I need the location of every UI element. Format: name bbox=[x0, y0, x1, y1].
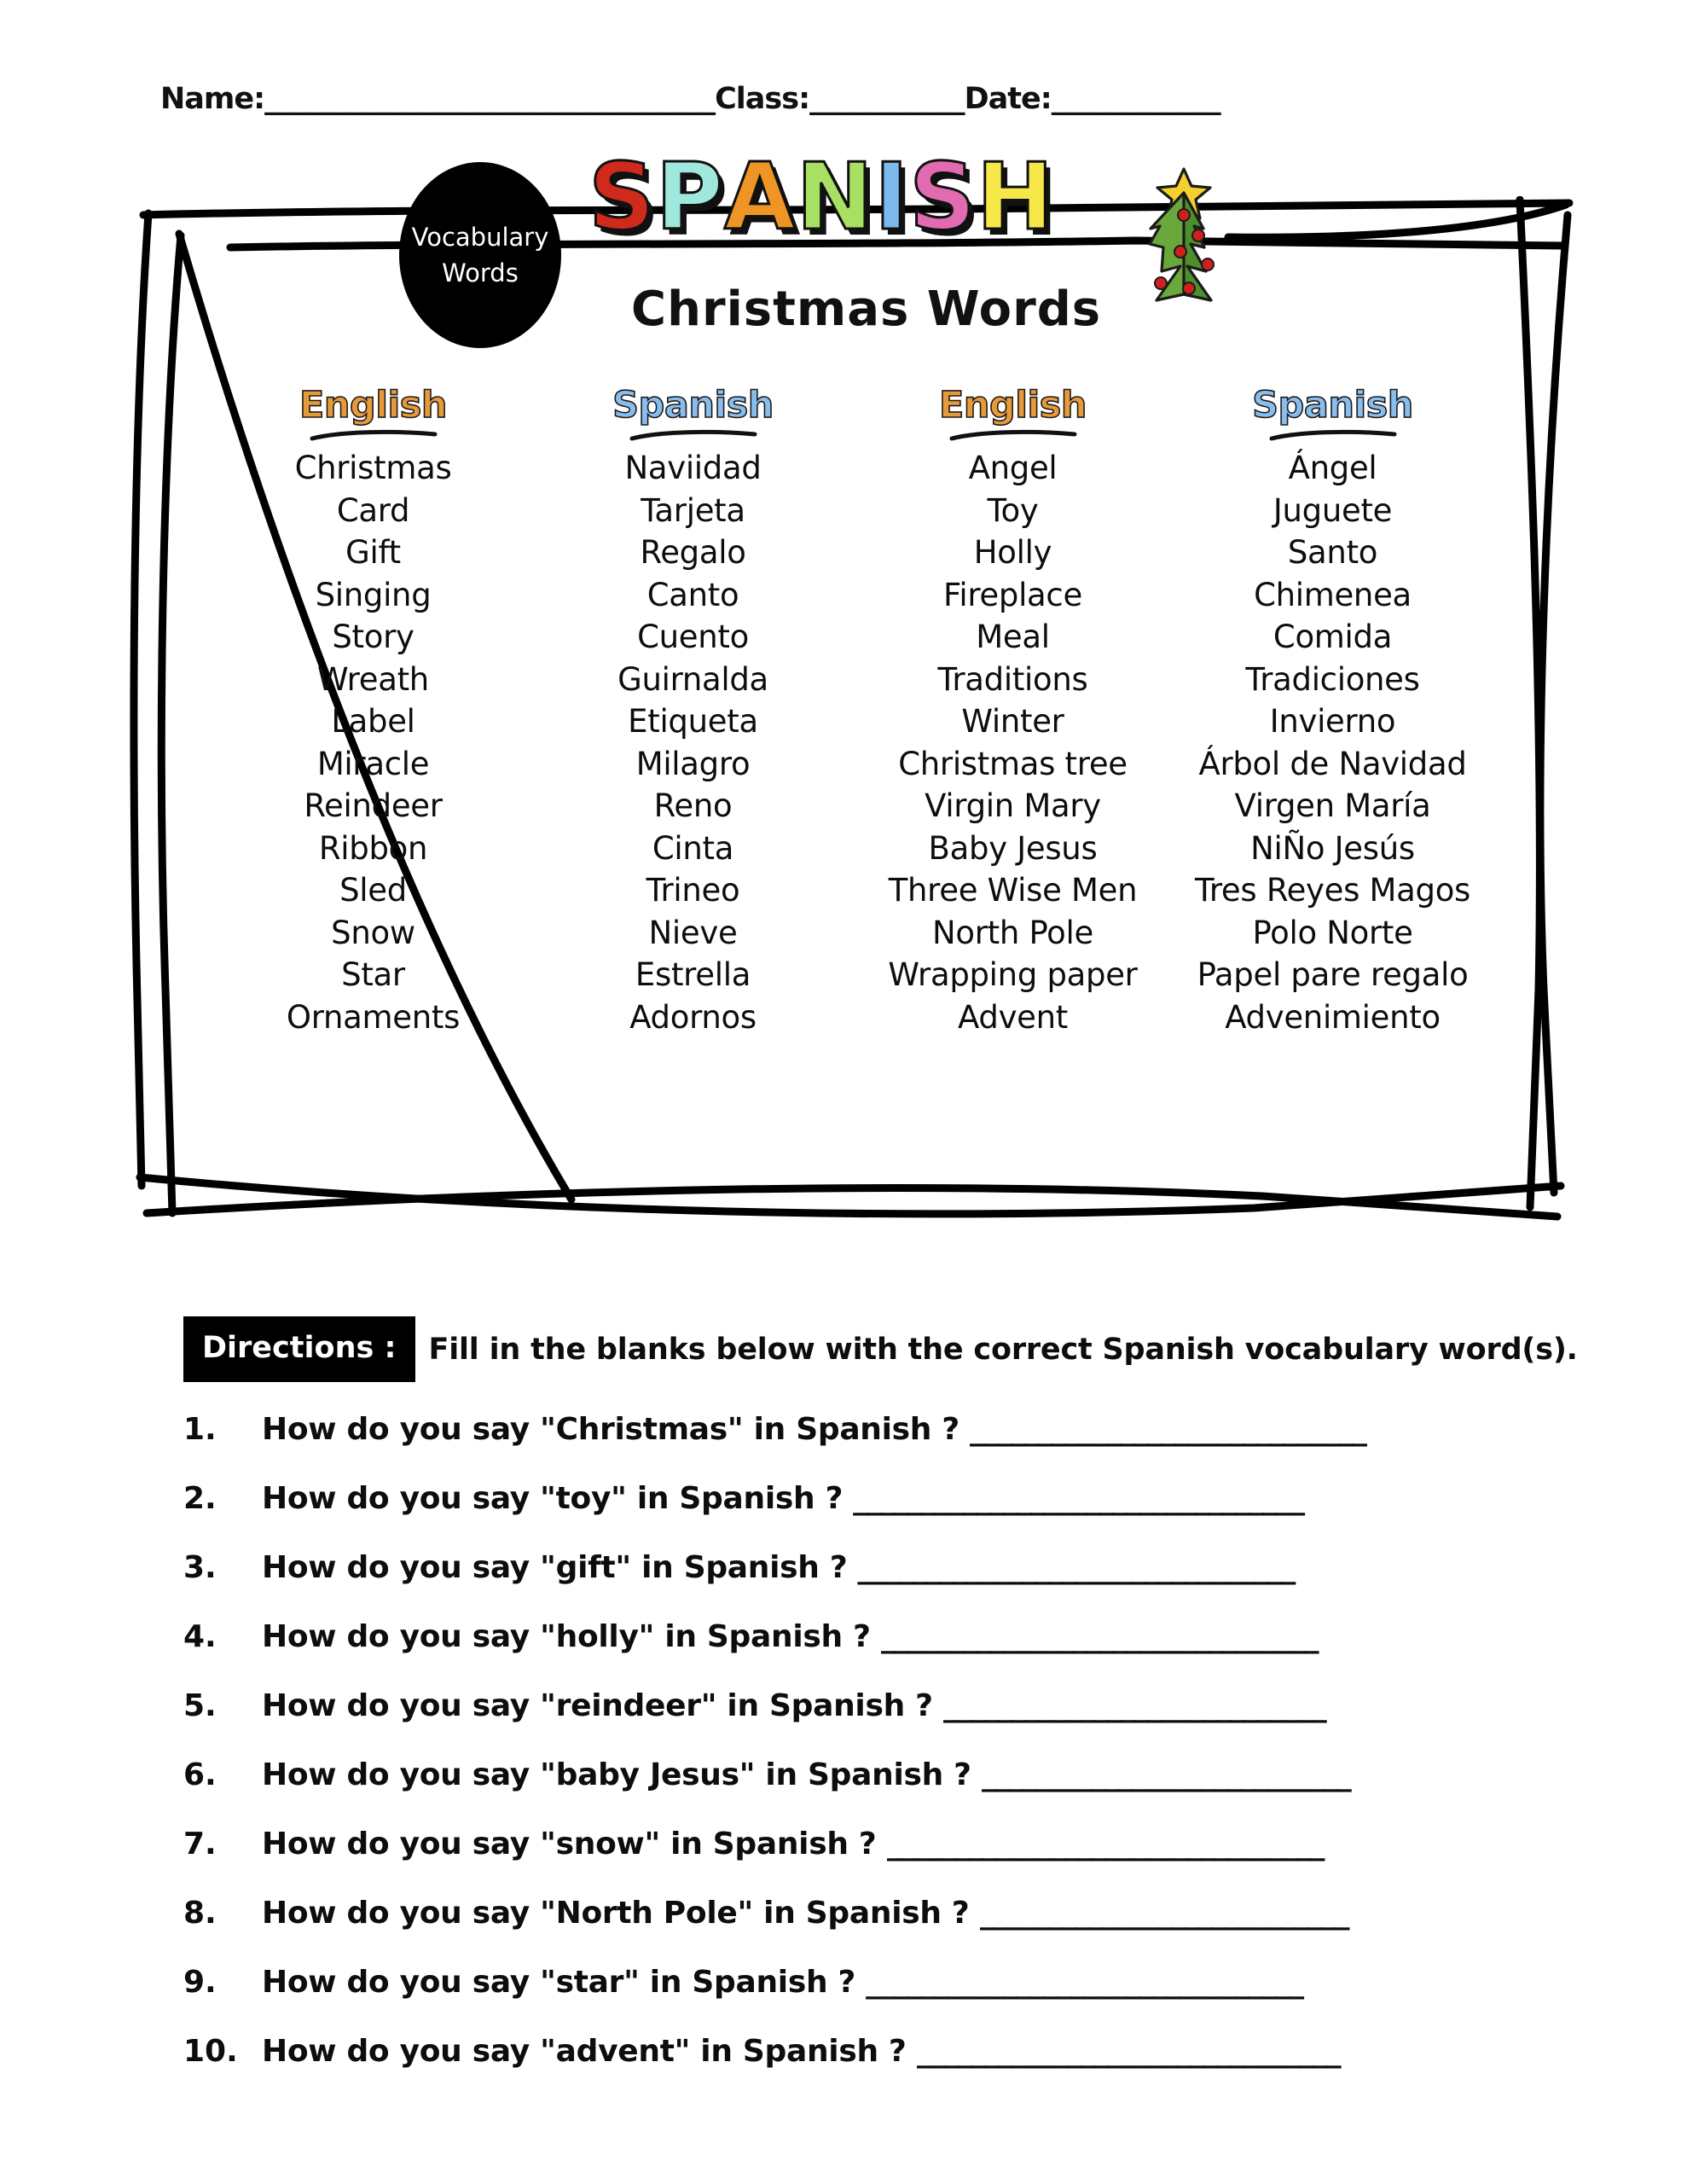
table-row bbox=[213, 574, 1493, 617]
question-number: 2. bbox=[183, 1481, 217, 1516]
table-cell: Cinta bbox=[652, 829, 734, 867]
table-cell: Advenimiento bbox=[1225, 998, 1441, 1036]
table-row bbox=[213, 869, 1493, 912]
question-text: How do you say "baby Jesus" in Spanish ? bbox=[262, 1757, 971, 1792]
student-info-line: Name:________________________________Class:___________Date:____________ bbox=[160, 82, 1220, 116]
table-cell: Wreath bbox=[317, 660, 429, 698]
table-row bbox=[213, 743, 1493, 786]
table-cell: Angel bbox=[968, 450, 1058, 487]
table-cell: Ornaments bbox=[286, 998, 461, 1036]
question-number: 3. bbox=[183, 1550, 217, 1585]
table-cell: Christmas bbox=[294, 450, 452, 487]
badge-line-1: Vocabulary bbox=[411, 222, 549, 252]
table-row bbox=[213, 659, 1493, 701]
question-text: How do you say "advent" in Spanish ? bbox=[262, 2034, 907, 2069]
table-cell: Comida bbox=[1272, 619, 1393, 656]
question-text: How do you say "star" in Spanish ? bbox=[262, 1965, 856, 2000]
table-cell: Naviidad bbox=[624, 450, 762, 487]
title-letter-1: S bbox=[588, 144, 653, 251]
question-text: How do you say "holly" in Spanish ? bbox=[262, 1619, 871, 1654]
table-cell: Three Wise Men bbox=[888, 872, 1138, 909]
table-row bbox=[213, 447, 1493, 490]
table-cell: Baby Jesus bbox=[928, 829, 1098, 867]
table-cell: Milagro bbox=[635, 745, 751, 782]
table-cell: Santo bbox=[1287, 534, 1378, 572]
table-cell: Invierno bbox=[1269, 703, 1396, 741]
answer-blank[interactable]: ________________________________ bbox=[886, 1827, 1324, 1862]
table-cell: Label bbox=[331, 703, 415, 741]
header-underline-squiggle bbox=[1268, 428, 1398, 442]
table-cell: Sled bbox=[339, 872, 407, 909]
directions-bar bbox=[183, 1316, 1578, 1382]
question-text: How do you say "toy" in Spanish ? bbox=[262, 1481, 844, 1516]
column-header-spanish-2 bbox=[1173, 384, 1493, 442]
table-cell: North Pole bbox=[932, 914, 1093, 951]
answer-blank[interactable]: ____________________________ bbox=[942, 1688, 1325, 1723]
table-cell: Miracle bbox=[316, 745, 430, 782]
column-header-label: English bbox=[299, 384, 447, 427]
question-number: 8. bbox=[183, 1896, 217, 1931]
directions-label: Directions : bbox=[183, 1316, 415, 1382]
question-row bbox=[183, 1827, 1539, 1896]
answer-blank[interactable]: _______________________________ bbox=[916, 2034, 1340, 2069]
table-cell: Chimenea bbox=[1254, 576, 1412, 613]
table-cell: Tarjeta bbox=[641, 491, 745, 529]
column-header-label: Spanish bbox=[612, 384, 774, 427]
table-cell: Gift bbox=[345, 534, 401, 572]
table-cell: Nieve bbox=[648, 914, 738, 951]
title-letter-3: A bbox=[723, 144, 794, 251]
answer-blank[interactable]: ___________________________ bbox=[979, 1896, 1348, 1931]
question-row bbox=[183, 1550, 1539, 1619]
directions-instruction: Fill in the blanks below with the correct Spanish vocabulary word(s). bbox=[428, 1332, 1578, 1367]
table-cell: Trineo bbox=[646, 872, 740, 909]
column-header-label: Spanish bbox=[1252, 384, 1413, 427]
table-cell: Star bbox=[341, 956, 405, 994]
table-cell: Reno bbox=[653, 787, 733, 825]
table-cell: Ángel bbox=[1288, 450, 1377, 487]
table-row bbox=[213, 954, 1493, 996]
table-cell: Polo Norte bbox=[1252, 914, 1413, 951]
table-cell: Tradiciones bbox=[1245, 660, 1420, 698]
table-cell: Ribbon bbox=[318, 829, 428, 867]
table-cell: Regalo bbox=[640, 534, 746, 572]
question-row bbox=[183, 1757, 1539, 1827]
question-row bbox=[183, 1412, 1539, 1481]
answer-blank[interactable]: ________________________________ bbox=[880, 1619, 1318, 1654]
vocabulary-words-badge bbox=[399, 162, 561, 348]
table-cell: Etiqueta bbox=[628, 703, 758, 741]
header-underline-squiggle bbox=[309, 428, 438, 442]
question-number: 6. bbox=[183, 1757, 217, 1792]
table-cell: NiÑo Jesús bbox=[1250, 829, 1415, 867]
table-row bbox=[213, 828, 1493, 870]
vocabulary-table bbox=[213, 384, 1493, 1038]
question-number: 10. bbox=[183, 2034, 238, 2069]
christmas-tree-icon bbox=[1116, 162, 1252, 324]
table-cell: Christmas tree bbox=[898, 745, 1128, 782]
question-number: 9. bbox=[183, 1965, 217, 2000]
table-cell: Card bbox=[336, 491, 410, 529]
question-text: How do you say "snow" in Spanish ? bbox=[262, 1827, 877, 1862]
question-row bbox=[183, 1619, 1539, 1688]
question-row bbox=[183, 1965, 1539, 2034]
table-cell: Estrella bbox=[635, 956, 751, 994]
table-row bbox=[213, 912, 1493, 955]
question-list bbox=[183, 1412, 1539, 2103]
table-cell: Winter bbox=[961, 703, 1064, 741]
question-text: How do you say "North Pole" in Spanish ? bbox=[262, 1896, 970, 1931]
spanish-wordmark bbox=[588, 144, 1054, 251]
table-row bbox=[213, 490, 1493, 532]
table-row bbox=[213, 531, 1493, 574]
badge-line-2: Words bbox=[442, 258, 519, 288]
table-cell: Advent bbox=[958, 998, 1068, 1036]
table-cell: Traditions bbox=[937, 660, 1088, 698]
question-row bbox=[183, 1481, 1539, 1550]
table-cell: Virgen María bbox=[1234, 787, 1431, 825]
column-header-spanish-1 bbox=[533, 384, 853, 442]
question-number: 7. bbox=[183, 1827, 217, 1862]
column-header-english-1 bbox=[213, 384, 533, 442]
answer-blank[interactable]: ________________________________ bbox=[857, 1550, 1295, 1585]
answer-blank[interactable]: ________________________________ bbox=[866, 1965, 1303, 2000]
table-cell: Toy bbox=[987, 491, 1039, 529]
table-row bbox=[213, 785, 1493, 828]
table-header-row bbox=[213, 384, 1493, 442]
table-cell: Meal bbox=[976, 619, 1050, 656]
table-cell: Reindeer bbox=[304, 787, 443, 825]
table-row bbox=[213, 616, 1493, 659]
table-cell: Cuento bbox=[637, 619, 749, 656]
table-cell: Virgin Mary bbox=[925, 787, 1101, 825]
question-row bbox=[183, 1688, 1539, 1757]
table-cell: Wrapping paper bbox=[888, 956, 1138, 994]
question-text: How do you say "reindeer" in Spanish ? bbox=[262, 1688, 933, 1723]
table-cell: Papel pare regalo bbox=[1197, 956, 1469, 994]
title-letter-2: P bbox=[655, 144, 722, 251]
question-text: How do you say "Christmas" in Spanish ? bbox=[262, 1412, 959, 1447]
table-cell: Árbol de Navidad bbox=[1198, 745, 1467, 782]
title-letter-4: N bbox=[796, 144, 872, 251]
header-underline-squiggle bbox=[629, 428, 758, 442]
table-row bbox=[213, 996, 1493, 1039]
table-cell: Adornos bbox=[629, 998, 757, 1036]
table-cell: Juguete bbox=[1272, 491, 1393, 529]
table-cell: Canto bbox=[646, 576, 739, 613]
table-cell: Guirnalda bbox=[617, 660, 768, 698]
question-text: How do you say "gift" in Spanish ? bbox=[262, 1550, 848, 1585]
table-cell: Fireplace bbox=[943, 576, 1082, 613]
title-letter-6: S bbox=[909, 144, 974, 251]
question-row bbox=[183, 2034, 1539, 2103]
table-cell: Singing bbox=[315, 576, 432, 613]
table-row bbox=[213, 700, 1493, 743]
question-number: 1. bbox=[183, 1412, 217, 1447]
title-letter-7: H bbox=[976, 144, 1052, 251]
column-header-english-2 bbox=[853, 384, 1173, 442]
question-number: 4. bbox=[183, 1619, 217, 1654]
worksheet-subtitle: Christmas Words bbox=[631, 282, 1102, 337]
title-letter-5: I bbox=[873, 144, 907, 251]
question-row bbox=[183, 1896, 1539, 1965]
answer-blank[interactable]: ___________________________ bbox=[981, 1757, 1350, 1792]
table-cell: Story bbox=[332, 619, 415, 656]
answer-blank[interactable]: _____________________________ bbox=[969, 1412, 1365, 1447]
vocabulary-rows bbox=[213, 447, 1493, 1038]
table-cell: Tres Reyes Magos bbox=[1194, 872, 1471, 909]
header-underline-squiggle bbox=[948, 428, 1078, 442]
question-number: 5. bbox=[183, 1688, 217, 1723]
table-cell: Snow bbox=[331, 914, 415, 951]
table-cell: Holly bbox=[973, 534, 1052, 572]
answer-blank[interactable]: _________________________________ bbox=[853, 1481, 1304, 1516]
column-header-label: English bbox=[939, 384, 1087, 427]
